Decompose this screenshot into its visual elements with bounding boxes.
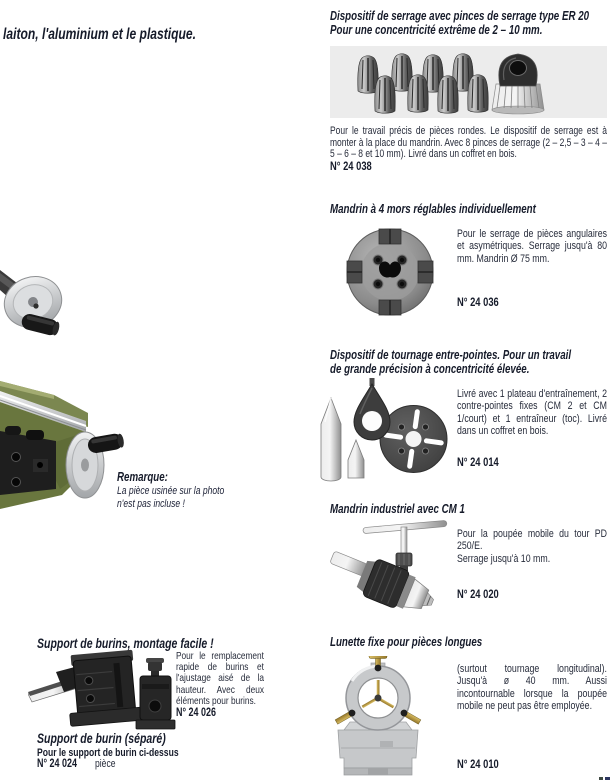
remark-line1: La pièce usinée sur la photo — [117, 485, 225, 497]
toolpost-separate-unit-block — [95, 758, 121, 770]
chuck4-body-block — [457, 228, 607, 265]
centers-title-line2: de grande précision à concentricité élevée. — [330, 362, 530, 376]
handwheel-photo — [0, 240, 110, 350]
toolpost-body: Pour le remplacement rapide de burins et l'ajustage aisé de la hauteur. Avec deux éléments pour burins. — [176, 651, 264, 707]
industrial-ref-block — [457, 587, 511, 601]
toolpost-separate-title-block — [37, 731, 202, 746]
print-mark — [599, 777, 603, 780]
section-lunette-title — [330, 635, 525, 649]
er20-title-line1: Dispositif de serrage avec pinces de serrage type ER 20 — [330, 9, 590, 23]
chuck4-title: Mandrin à 4 mors réglables individuellement — [330, 202, 536, 216]
er20-body: Pour le travail précis de pièces rondes. Le dispositif de serrage est à monter à la place du mandrin. Avec 8 pinces de serrage (2 – 2,5 – 3 – 4 – 5 – 6 – 8 et 10 mm). Livré dans un coffret en bois. — [330, 125, 607, 161]
remark-line2: n'est pas incluse ! — [117, 498, 185, 510]
lunette-photo — [328, 656, 428, 778]
er20-collets-photo — [330, 46, 607, 118]
section-industrial-title — [330, 502, 503, 516]
industrial-body-line1: Pour la poupée mobile du tour PD 250/E. — [457, 528, 607, 553]
lunette-ref: N° 24 010 — [457, 757, 499, 771]
centers-title-line1: Dispositif de tournage entre-pointes. Pour un travail — [330, 348, 572, 362]
print-mark — [605, 777, 610, 780]
centers-photo — [298, 378, 483, 486]
toolpost-separate-ref-block — [37, 758, 88, 770]
centers-body-block — [457, 388, 607, 438]
er20-ref-block — [330, 159, 384, 173]
centers-ref-block — [457, 455, 511, 469]
intro-text: laiton, l'aluminium et le plastique. — [3, 26, 196, 43]
section-er20-title — [330, 9, 611, 37]
chuck4-ref-block — [457, 295, 511, 309]
intro-text-block — [3, 26, 250, 44]
toolpost-separate-title: Support de burin (séparé) — [37, 731, 166, 746]
industrial-body-block — [457, 528, 607, 565]
toolpost-separate-body: Pour le support de burin ci-dessus — [37, 747, 179, 759]
section-chuck4-title — [330, 202, 594, 216]
industrial-title: Mandrin industriel avec CM 1 — [330, 502, 465, 516]
er20-ref: N° 24 038 — [330, 159, 372, 173]
lunette-title: Lunette fixe pour pièces longues — [330, 635, 483, 649]
chuck4-photo — [344, 226, 436, 318]
er20-body-block — [330, 126, 607, 161]
industrial-ref: N° 24 020 — [457, 587, 499, 601]
chuck4-ref: N° 24 036 — [457, 295, 499, 309]
toolpost-title: Support de burins, montage facile ! — [37, 636, 214, 651]
toolpost-separate-unit: pièce — [95, 758, 116, 770]
centers-ref: N° 24 014 — [457, 455, 499, 469]
industrial-body-line2: Serrage jusqu'à 10 mm. — [457, 552, 551, 565]
chuck4-body: Pour le serrage de pièces angulaires et asymétriques. Serrage jusqu'à 80 mm. Mandrin Ø 75 mm. — [457, 228, 607, 265]
toolpost-photo — [28, 648, 178, 733]
industrial-chuck-photo — [325, 516, 455, 611]
remark-title: Remarque: — [117, 470, 168, 484]
centers-body: Livré avec 1 plateau d'entraînement, 2 contre-pointes fixes (CM 2 et CM 1/court) et 1 entraîneur (toc). Livré dans un coffret en bois. — [457, 388, 607, 438]
er20-title-line2: Pour une concentricité extrême de 2 – 10 mm. — [330, 23, 543, 37]
lunette-ref-block — [457, 757, 511, 771]
section-centers-title — [330, 348, 611, 376]
toolpost-body-block — [176, 651, 264, 719]
lunette-body-block — [457, 663, 607, 713]
remark-note — [117, 470, 255, 511]
lunette-body: (surtout tournage longitudinal). Jusqu'à ø 40 mm. Aussi incontournable lorsque la poupée mobile ne peut pas être employée. — [457, 663, 607, 713]
toolpost-separate-ref: N° 24 024 — [37, 758, 77, 770]
toolpost-ref: N° 24 026 — [176, 707, 216, 720]
